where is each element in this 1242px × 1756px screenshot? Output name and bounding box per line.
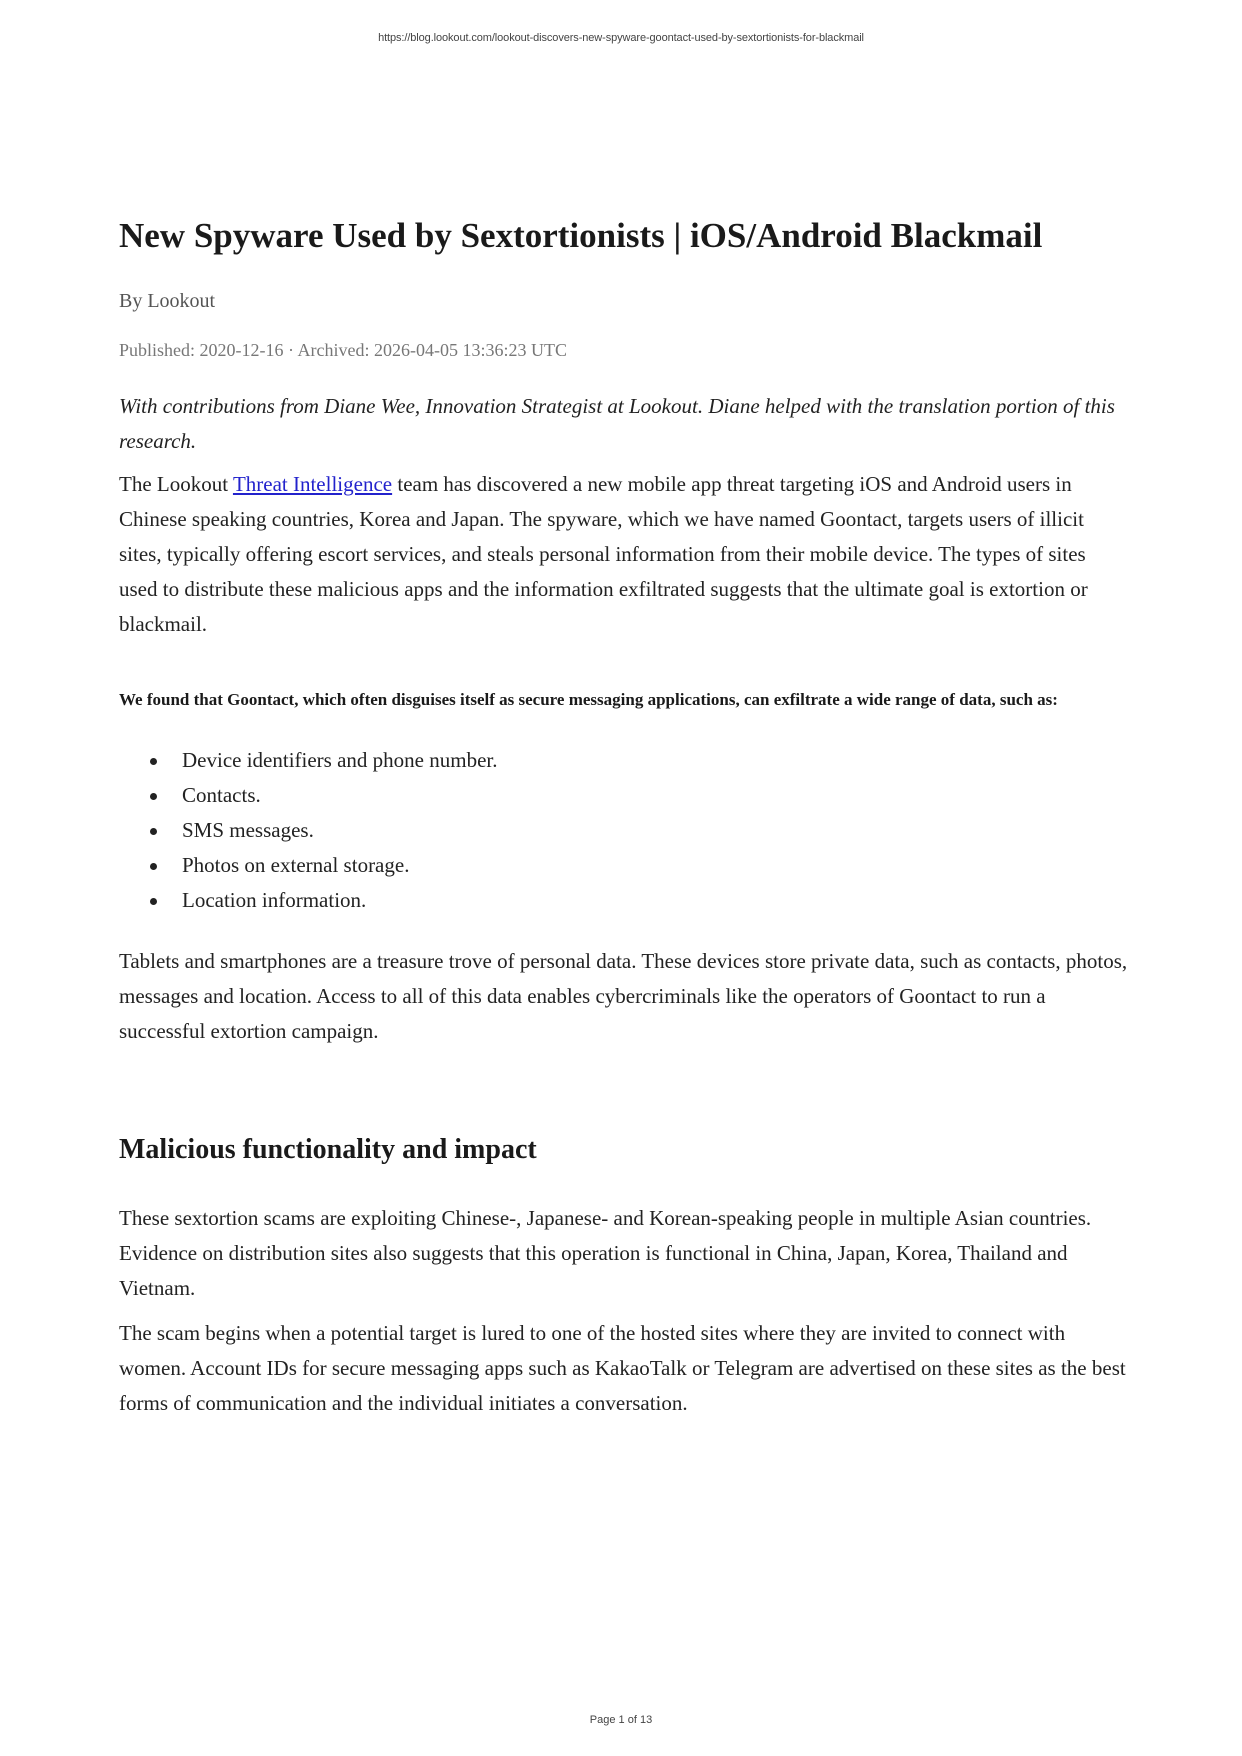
bullet-icon: [150, 828, 157, 835]
targets-paragraph: These sextortion scams are exploiting Chinese-, Japanese- and Korean-speaking people in multiple Asian countries. Evidence on distribution sites also suggests that this operation is functional in China, Japan, Korea, Thailand and Vietnam.: [119, 1206, 1092, 1300]
scam-begins-paragraph: The scam begins when a potential target is lured to one of the hosted sites where they are invited to connect with women. Account IDs for secure messaging apps such as KakaoTalk or Telegram are advertised on these sites as the best forms of communication and the individual initiates a conversation.: [119, 1321, 1126, 1415]
personal-data-paragraph: Tablets and smartphones are a treasure trove of personal data. These devices store private data, such as contacts, photos, messages and location. Access to all of this data enables cybercriminals like the operators of Goontact to run a successful extortion campaign.: [119, 949, 1128, 1043]
page-number-footer: Page 1 of 13: [589, 1714, 653, 1726]
article-dates: Published: 2020-12-16 · Archived: 2026-04-05 13:36:23 UTC: [119, 340, 567, 360]
bullet-icon: [150, 898, 157, 905]
list-item-text: Location information.: [182, 888, 367, 912]
list-item-text: Device identifiers and phone number.: [182, 748, 498, 772]
list-item-text: Photos on external storage.: [182, 853, 410, 877]
intro-text-before-link: The Lookout: [119, 472, 233, 496]
list-item-text: SMS messages.: [182, 818, 314, 842]
intro-paragraph: [119, 467, 1129, 642]
page-url-header: https://blog.lookout.com/lookout-discovers-new-spyware-goontact-used-by-sextortionists-for-blackmail: [378, 32, 864, 44]
contributions-note: With contributions from Diane Wee, Innovation Strategist at Lookout. Diane helped with the translation portion of this research.: [119, 394, 1115, 453]
exfiltration-lead: We found that Goontact, which often disguises itself as secure messaging applications, can exfiltrate a wide range of data, such as:: [119, 690, 1058, 709]
list-item-text: Contacts.: [182, 783, 261, 807]
bullet-icon: [150, 863, 157, 870]
section-heading-malicious-functionality: Malicious functionality and impact: [119, 1134, 537, 1165]
list-item: [182, 883, 497, 918]
article-byline: By Lookout: [119, 290, 216, 312]
intro-text-after-link: team has discovered a new mobile app threat targeting iOS and Android users in Chinese speaking countries, Korea and Japan. The spyware, which we have named Goontact, targets users of illicit sites, typically offering escort services, and steals personal information from their mobile device. The types of sites used to distribute these malicious apps and the information exfiltrated suggests that the ultimate goal is extortion or blackmail.: [119, 472, 1088, 636]
article-title: New Spyware Used by Sextortionists | iOS/Android Blackmail: [119, 216, 1043, 255]
exfiltrated-data-list: [119, 743, 497, 918]
threat-intelligence-link[interactable]: Threat Intelligence: [232, 472, 393, 496]
list-item: [182, 813, 497, 848]
list-item: [182, 778, 497, 813]
list-item: [182, 848, 497, 883]
list-item: [182, 743, 497, 778]
bullet-icon: [150, 758, 157, 765]
bullet-icon: [150, 793, 157, 800]
